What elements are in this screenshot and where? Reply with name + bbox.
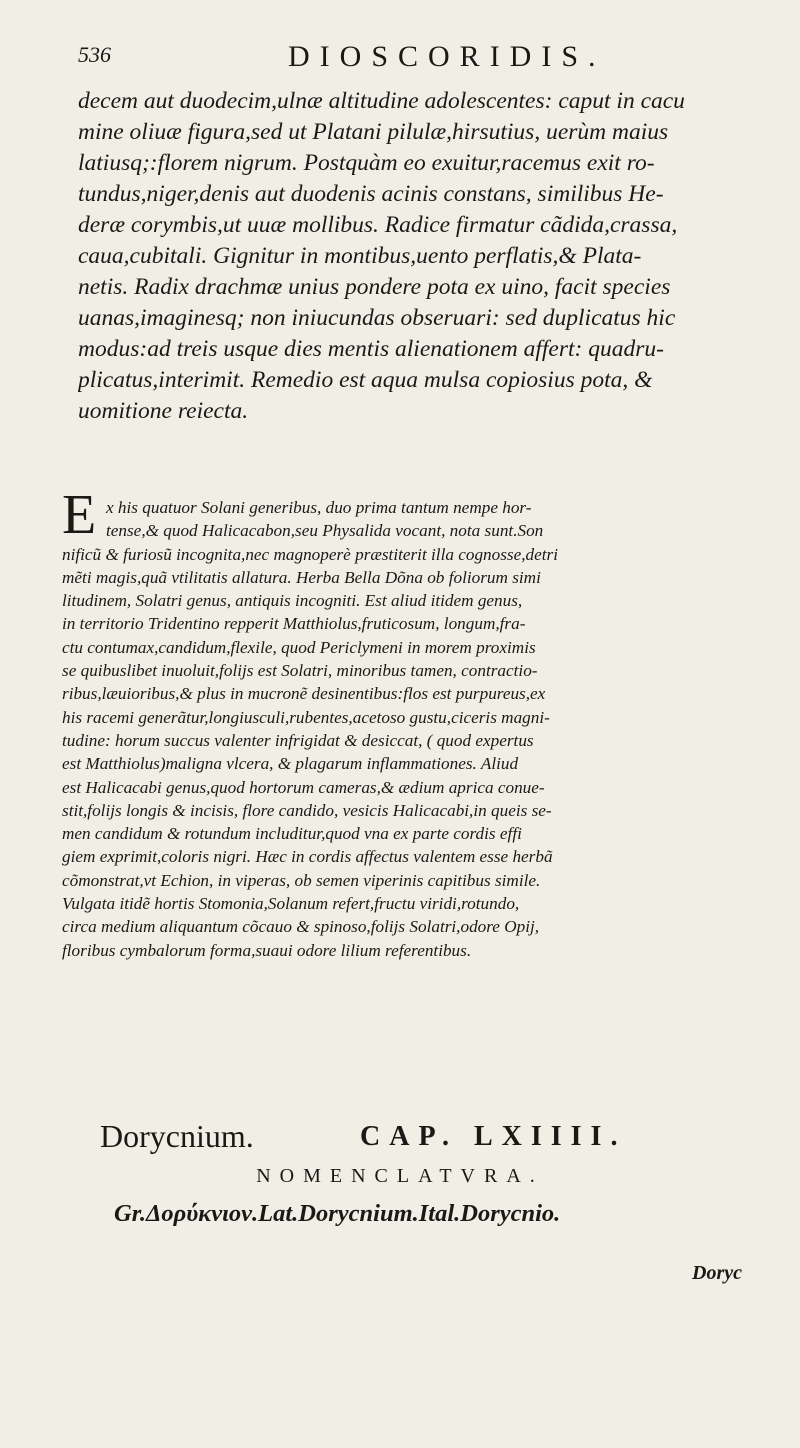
text-line: men candidum & rotundum includitur,quod vna ex parte cordis effi bbox=[62, 824, 522, 844]
paragraph-2 bbox=[62, 496, 742, 962]
chapter-heading bbox=[100, 1118, 740, 1162]
text-line: netis. Radix drachmæ unius pondere pota ex uino, facit species bbox=[78, 274, 671, 300]
text-line: giem exprimit,coloris nigri. Hæc in cordis affectus valentem esse herbã bbox=[62, 847, 553, 867]
text-line: ribus,læuioribus,& plus in mucronẽ desinentibus:flos est purpureus,ex bbox=[62, 684, 546, 704]
text-line: cõmonstrat,vt Echion, in viperas, ob semen viperinis capitibus simile. bbox=[62, 870, 541, 890]
drop-cap: E bbox=[62, 484, 97, 546]
text-line: ctu contumax,candidum,flexile, quod Periclymeni in morem proximis bbox=[62, 637, 536, 657]
text-line: est Halicacabi genus,quod hortorum cameras,& ædium aprica conue- bbox=[62, 777, 545, 797]
chapter-number: CAP. LXIIII. bbox=[360, 1121, 627, 1152]
text-line: circa medium aliquantum cõcauo & spinoso,folijs Solatri,odore Opij, bbox=[62, 917, 540, 937]
text-line: uanas,imaginesq; non iniucundas obseruari: sed duplicatus hic bbox=[78, 305, 676, 331]
text-line: se quibuslibet inuoluit,folijs est Solatri, minoribus tamen, contractio- bbox=[62, 661, 538, 681]
chapter-title: Dorycnium. bbox=[100, 1118, 254, 1154]
text-line: in territorio Tridentino repperit Matthiolus,fruticosum, longum,fra- bbox=[62, 614, 526, 634]
text-line: mẽti magis,quã vtilitatis allatura. Herba Bella Dõna ob foliorum simi bbox=[62, 567, 541, 587]
nomenclature-names: Gr.Δορύκνιον.Lat.Dorycnium.Ital.Dorycnio. bbox=[114, 1200, 561, 1227]
text-line: decem aut duodecim,ulnæ altitudine adolescentes: caput in cacu bbox=[78, 88, 685, 114]
text-line: latiusq;:florem nigrum. Postquàm eo exuitur,racemus exit ro- bbox=[78, 150, 655, 176]
running-head: DIOSCORIDIS. bbox=[288, 40, 606, 73]
text-line: litudinem, Solatri genus, antiquis incogniti. Est aliud itidem genus, bbox=[62, 591, 523, 611]
paragraph-1 bbox=[78, 86, 738, 427]
nomenclature-heading: NOMENCLATVRA. bbox=[256, 1165, 544, 1187]
page-header bbox=[78, 40, 738, 80]
text-line: x his quatuor Solani generibus, duo prima tantum nempe hor- bbox=[106, 498, 532, 517]
page-number: 536 bbox=[78, 42, 111, 67]
text-line: nificũ & furiosũ incognita,nec magnoperè præstiterit illa cognosse,detri bbox=[62, 544, 559, 564]
text-line: tundus,niger,denis aut duodenis acinis constans, similibus He- bbox=[78, 181, 664, 207]
text-line: modus:ad treis usque dies mentis alienationem affert: quadru- bbox=[78, 336, 664, 362]
text-line: caua,cubitali. Gignitur in montibus,uento perflatis,& Plata- bbox=[78, 243, 642, 269]
text-line: stit,folijs longis & incisis, flore candido, vesicis Halicacabi,in queis se- bbox=[62, 800, 552, 820]
text-line: floribus cymbalorum forma,suaui odore lilium referentibus. bbox=[62, 940, 472, 960]
text-line: plicatus,interimit. Remedio est aqua mulsa copiosius pota, & bbox=[78, 367, 653, 393]
text-line: est Matthiolus)maligna vlcera, & plagarum inflammationes. Aliud bbox=[62, 754, 519, 774]
text-line: deræ corymbis,ut uuæ mollibus. Radice firmatur cãdida,crassa, bbox=[78, 212, 678, 238]
catchword: Doryc bbox=[692, 1262, 742, 1284]
text-line: mine oliuæ figura,sed ut Platani pilulæ,hirsutius, uerùm maius bbox=[78, 119, 669, 145]
text-line: his racemi generãtur,longiusculi,rubentes,acetoso gustu,ciceris magni- bbox=[62, 707, 550, 727]
text-line: tense,& quod Halicacabon,seu Physalida vocant, nota sunt.Son bbox=[106, 521, 544, 541]
text-line: uomitione reiecta. bbox=[78, 398, 249, 424]
text-line: tudine: horum succus valenter infrigidat & desiccat, ( quod expertus bbox=[62, 730, 534, 750]
text-line: Vulgata itidẽ hortis Stomonia,Solanum refert,fructu viridi,rotundo, bbox=[62, 894, 520, 914]
